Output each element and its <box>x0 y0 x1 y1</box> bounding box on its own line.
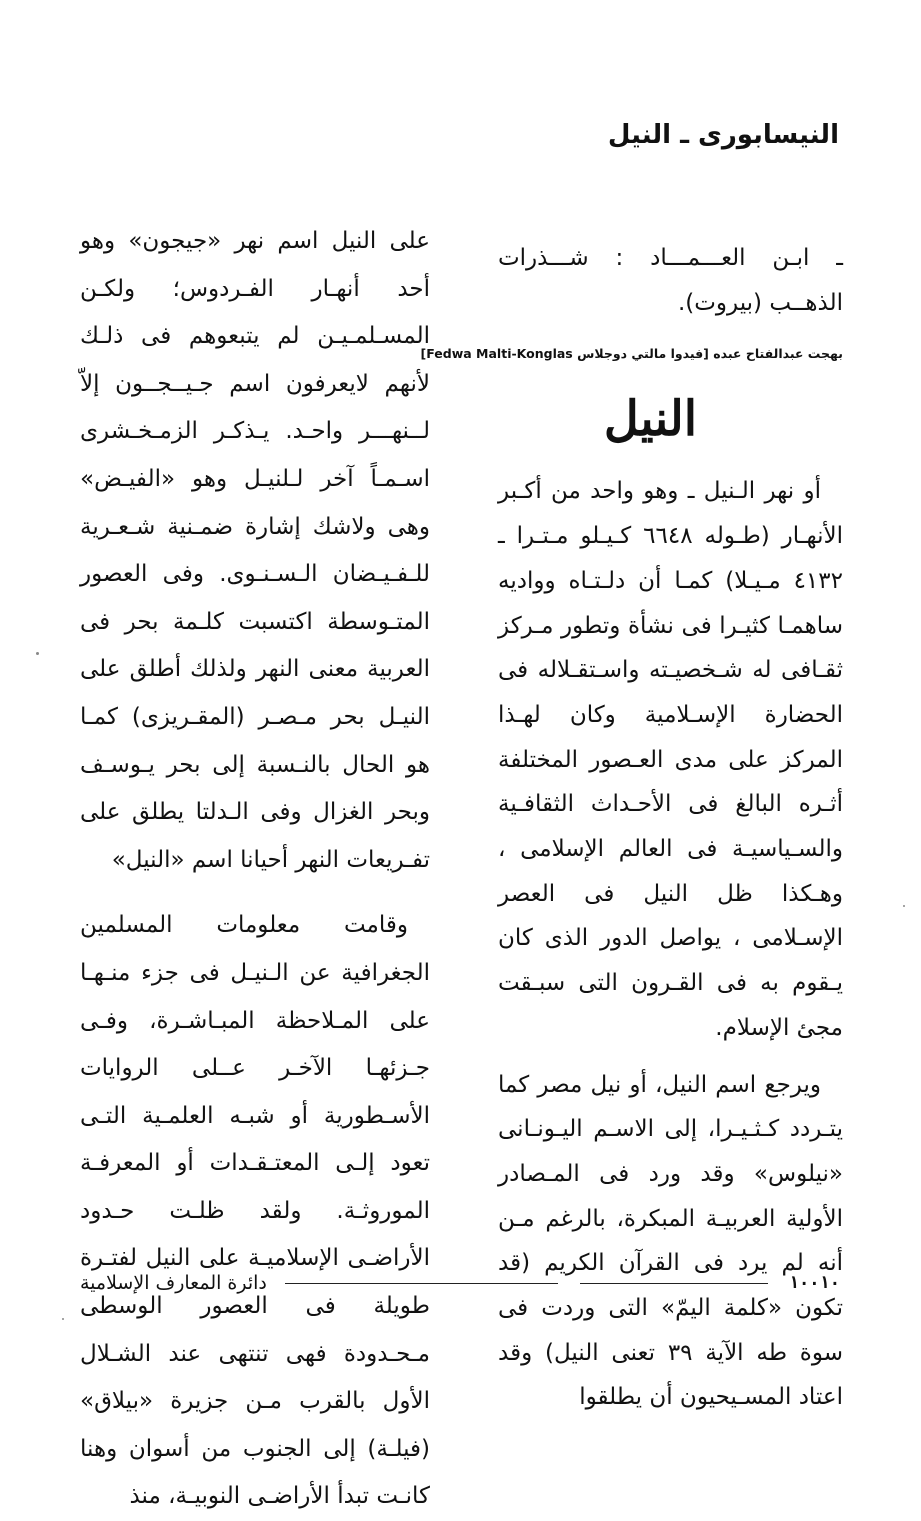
left-column <box>80 218 430 1521</box>
footer-rule-gap <box>558 1278 580 1288</box>
publication-title: دائرة المعارف الإسلامية <box>80 1272 267 1294</box>
citation: ـ ابـن العـــمـــاد : شـــذرات الذهــب (بيروت). <box>498 245 843 316</box>
author-line: بهجت عبدالفتاح عبده [فيدوا مالتي دوجلاس Fedwa Malti-Konglas] <box>420 346 843 362</box>
paragraph-etymology: ويرجع اسم النيل، أو نيل مصر كما يتـردد كـثـيـرا، إلى الاسـم اليـونـانى «نيلوس» وقد ورد فى المـصادر الأولية العربيـة المبكرة، بالرغم مـن أنه لم يرد فى القرآن الكريم (قد تكون «كلمة اليمّ» التى وردت فى سوة طه الآية ٣٩ تعنى النيل) وقد اعتاد المسـيحيون أن يطلقوا <box>498 1071 843 1411</box>
entry-title: النيل <box>603 391 698 448</box>
footer-rule <box>285 1283 768 1284</box>
paragraph-geography: وقامت معلومات المسلمين الجغرافية عن الـنيـل فى جزء منـهـا على المـلاحظة المبـاشـرة، وفـى جـزئهـا الآخـر عــلى الروايات الأسـطورية أو شبـه العلمـية التـى تعود إلـى المعتـقـدات أو المعرفـة الموروثـة. ولقد ظلـت حـدود الأراضـى الإسلاميـة على النيل لفتـرة طويلة فى العصور الوسطى مـحـدودة فهى تنتهى عند الشـلال الأول بالقرب مـن جزيرة «بيلاق» (فيلـة) إلى الجنوب من أسوان وهنا كانـت تبدأ الأراضـى النوبيـة، منذ <box>80 912 430 1510</box>
paragraph-intro: أو نهر الـنيل ـ وهو واحد من أكـبر الأنهـار (طـوله ٦٦٤٨ كـيـلو مـتـرا ـ ٤١٣٢ مـيـلا) كمـا أن دلـتـاه وواديه ساهمـا كثيـرا فى نشأة وتطور مـركز ثقـافى له شـخصيـته واسـتقـلاله فى الحضارة الإسـلامية وكان لهـذا المركز على مدى العـصور المختلفة أثـره البالغ فى الأحـداث الثقافـية والسـياسيـة فى العالم الإسلامى ، وهـكذا ظل النيل فى العصر الإسـلامى ، يواصل الدور الذى كان يـقوم به فى القـرون التى سبـقت مجئ الإسلام. <box>498 478 843 1041</box>
right-column <box>420 236 843 1420</box>
scan-speck <box>36 652 39 655</box>
page-number: ١٠٠١٠ <box>788 1273 840 1293</box>
running-head: النيسابورى ـ النيل <box>607 120 839 150</box>
scan-speck <box>903 905 905 907</box>
page-footer <box>80 1268 840 1298</box>
paragraph-names: على النيل اسم نهر «جيجون» وهو أحد أنهـار الفـردوس؛ ولكـن المسـلمـيـن لم يتبعوهم فى ذلـك لأنهم لايعرفون اسم جـيــجــون إلاّ لــنهـــر واحـد. يـذكـر الزمـخـشرى اسـمـاً آخر لـلنيـل وهو «الفيـض» وهى ولاشك إشارة ضمـنية شـعـرية للـفـيـضان الـسـنـوى. وفى العصور المتـوسطة اكتسبت كلـمة بحر فى العربية معنى النهر ولذلك أطلق على النيـل بحر مـصـر (المقـريزى) كمـا هو الحال بالنـسبة إلى بحر يـوسـف وبحر الغزال وفى الـدلتا يطلق على تفـريعات النهر أحيانا اسم «النيل» <box>80 228 430 873</box>
scan-speck <box>62 1318 64 1320</box>
